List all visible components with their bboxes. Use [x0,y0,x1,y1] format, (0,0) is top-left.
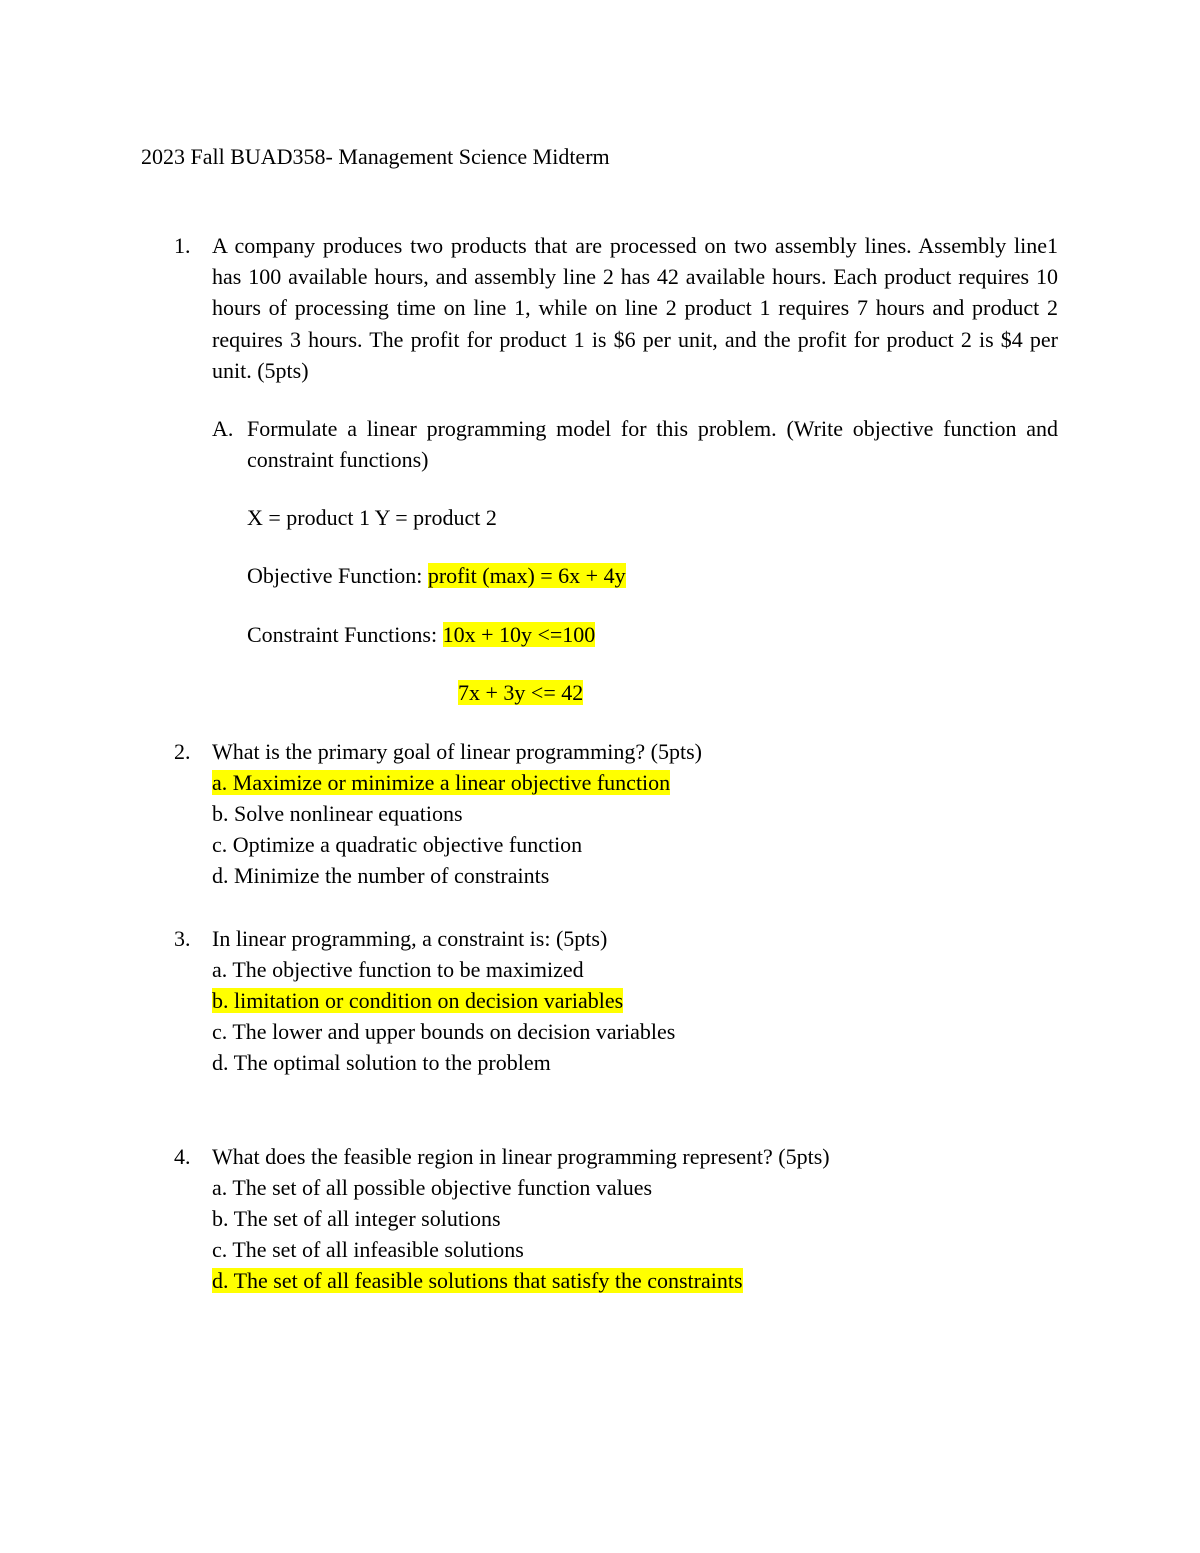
question-4-option-d-text: d. The set of all feasible solutions that satisfy the constraints [212,1268,743,1293]
question-2-option-b: b. Solve nonlinear equations [212,801,463,826]
question-4-option-c: c. The set of all infeasible solutions [212,1237,524,1262]
question-3-number: 3. [174,926,191,951]
question-4-option-d [212,1265,743,1296]
constraint-2-answer: 7x + 3y <= 42 [458,680,584,705]
question-2-text: What is the primary goal of linear programming? (5pts) [212,739,702,764]
part-a-label: A. [212,416,234,441]
constraint-1-answer: 10x + 10y <=100 [442,622,596,647]
objective-function-answer: profit (max) = 6x + 4y [427,563,626,588]
constraint-functions-label: Constraint Functions: [247,622,443,647]
question-4-option-a: a. The set of all possible objective function values [212,1175,653,1200]
variables-definition: X = product 1 Y = product 2 [247,505,497,530]
question-3-text: In linear programming, a constraint is: (5pts) [212,926,608,951]
question-3-option-a: a. The objective function to be maximized [212,957,584,982]
objective-function-label: Objective Function: [247,563,428,588]
constraint-functions-line [247,619,595,650]
question-1-text: A company produces two products that are processed on two assembly lines. Assembly line1 has 100 available hours, and assembly line 2 has 42 available hours. Each product requires 10 hours of processing time on line 1, while on line 2 product 1 requires 7 hours and product 2 requires 3 hours. The profit for product 1 is $6 per unit, and the profit for product 2 is $4 per unit. (5pts) [212,233,1058,383]
objective-function-line [247,560,626,591]
question-4-number: 4. [174,1144,191,1169]
question-3-option-d: d. The optimal solution to the problem [212,1050,551,1075]
question-2-number: 2. [174,739,191,764]
question-4-option-b: b. The set of all integer solutions [212,1206,501,1231]
question-2-option-d: d. Minimize the number of constraints [212,863,550,888]
question-1-number: 1. [174,233,191,258]
question-3-option-b-text: b. limitation or condition on decision variables [212,988,624,1013]
part-a-text: Formulate a linear programming model for this problem. (Write objective function and constraint functions) [247,416,1058,472]
question-4-text: What does the feasible region in linear programming represent? (5pts) [212,1144,830,1169]
document-title: 2023 Fall BUAD358- Management Science Midterm [141,144,610,169]
question-2-option-c: c. Optimize a quadratic objective function [212,832,583,857]
question-2-option-a [212,767,670,798]
constraint-2-line [458,677,583,708]
question-3-option-c: c. The lower and upper bounds on decision variables [212,1019,676,1044]
question-3-option-b [212,985,623,1016]
question-2-option-a-text: a. Maximize or minimize a linear objective function [212,770,671,795]
